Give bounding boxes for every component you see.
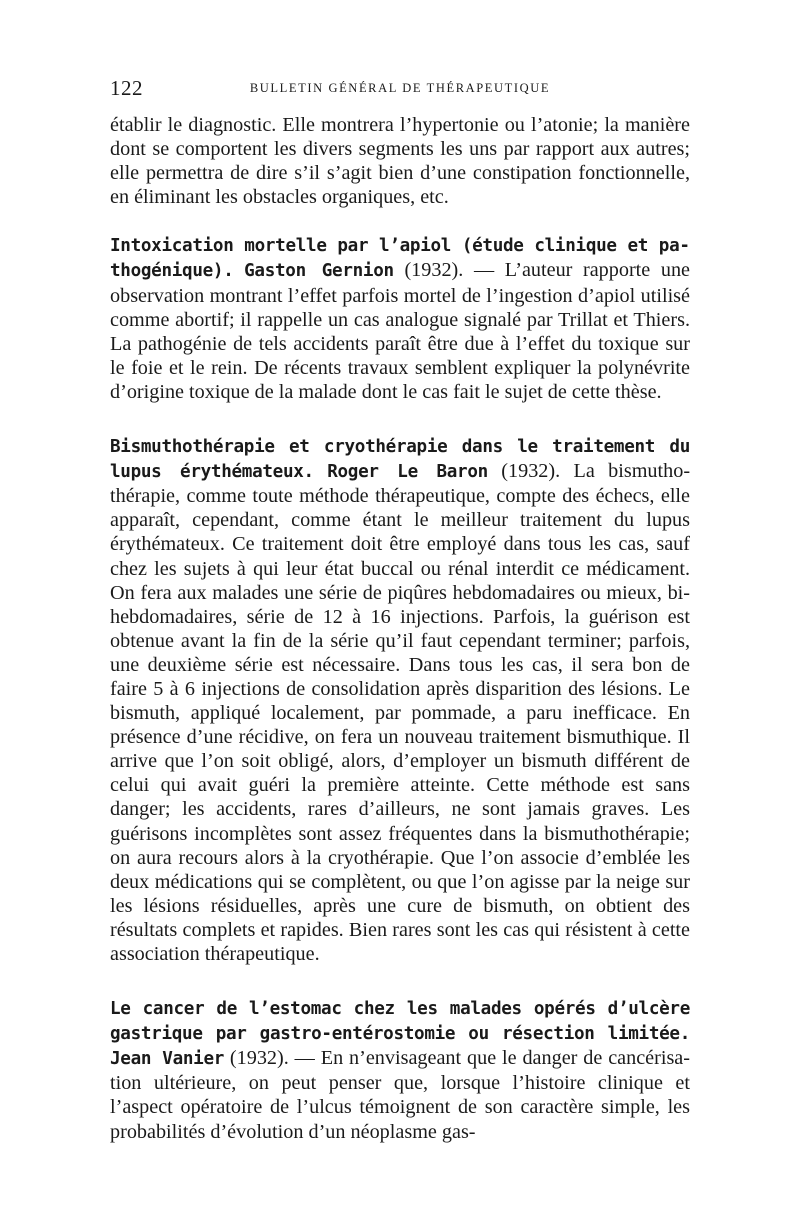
entry-title: Intoxication mortelle par l’apiol (étude clinique et pathogénique). bbox=[110, 236, 690, 282]
entry-apiol bbox=[110, 233, 690, 404]
entry-title: Le cancer de l’estomac chez les malades opérés d’ulcère gastrique par gastro-entérostomie ou résection limitée. bbox=[110, 999, 690, 1045]
entry-author: Jean Vanier bbox=[110, 1049, 225, 1070]
entry-bismuthotherapie bbox=[110, 434, 690, 966]
running-title: BULLETIN GÉNÉRAL DE THÉRAPEUTIQUE bbox=[249, 81, 551, 95]
entry-text: La bismuthothérapie, comme toute méthode thérapeutique, compte des échecs, elle apparaît, cependant, comme étant le meilleur traitement du lupus érythémateux. Ce traitement doit être employé dans tous les cas, sauf chez les sujets à qui leur état buccal ou rénal interdit ce médicament. On fera aux malades une série de piqûres hebdomadaires ou mieux, bi-hebdomadaires, série de 12 à 16 injections. Parfois, la guérison est obtenue avant la fin de la série qu’il faut cependant terminer; parfois, une deuxième série est nécessaire. Dans tous les cas, il sera bon de faire 5 à 6 injections de consolidation après disparition des lésions. Le bismuth, appliqué localement, par pommade, a paru inefficace. En présence d’une récidive, on fera un nouveau traitement bismuthique. Il arrive que l’on soit obligé, alors, d’employer un bismuth différent de celui qui avait guéri la première atteinte. Cette méthode est sans danger; les accidents, rares d’ailleurs, ne sont jamais graves. Les guérisons incomplètes sont assez fréquentes dans la bismuthothérapie; on aura recours alors à la cryothérapie. Que l’on associe d’emblée les deux médications qui se complètent, ou que l’on agisse par la neige sur les lésions résiduelles, après une cure de bismuth, on obtient des résultats complets et rapides. Bien rares sont les cas qui résistent à cette association thérapeutique. bbox=[110, 460, 691, 965]
entry-author: Gaston Gernion bbox=[244, 261, 394, 282]
entry-text: — En n’envisageant que le danger de cancérisation ultérieure, on peut penser que, lorsque l’histoire clinique et l’aspect opératoire de l’ulcus témoignent de son caractère simple, les probabilités d’évolution d’un néoplasme gas- bbox=[110, 1047, 691, 1143]
entry-title: Bismuthothérapie et cryothérapie dans le traitement du lupus érythémateux. bbox=[110, 437, 690, 483]
page-header bbox=[110, 76, 690, 98]
entry-text: — L’auteur rapporte une observation montrant l’effet parfois mortel de l’ingestion d’apiol utilisé comme abortif; il rappelle un cas analogue signalé par Trillat et Thiers. La pathogénie de tels accidents paraît être due à l’effet du toxique sur le foie et le rein. De récents travaux semblent expliquer la polynévrite d’origine toxique de la malade dont le cas fait le sujet de cette thèse. bbox=[110, 259, 691, 403]
entry-year: (1932). bbox=[501, 460, 561, 483]
page-number: 122 bbox=[110, 76, 143, 100]
entry-cancer-estomac bbox=[110, 996, 690, 1144]
intro-paragraph: établir le diagnostic. Elle montrera l’hypertonie ou l’atonie; la manière dont se comportent les divers segments les uns par rapport aux autres; elle permettra de dire s’il s’agit bien d’une constipation fonctionnelle, en éliminant les obstacles organiques, etc. bbox=[110, 114, 690, 209]
entry-year: (1932). bbox=[229, 1047, 289, 1070]
entry-author: Roger Le Baron bbox=[327, 462, 488, 483]
entry-year: (1932). bbox=[404, 259, 464, 282]
page-body bbox=[110, 113, 690, 1144]
